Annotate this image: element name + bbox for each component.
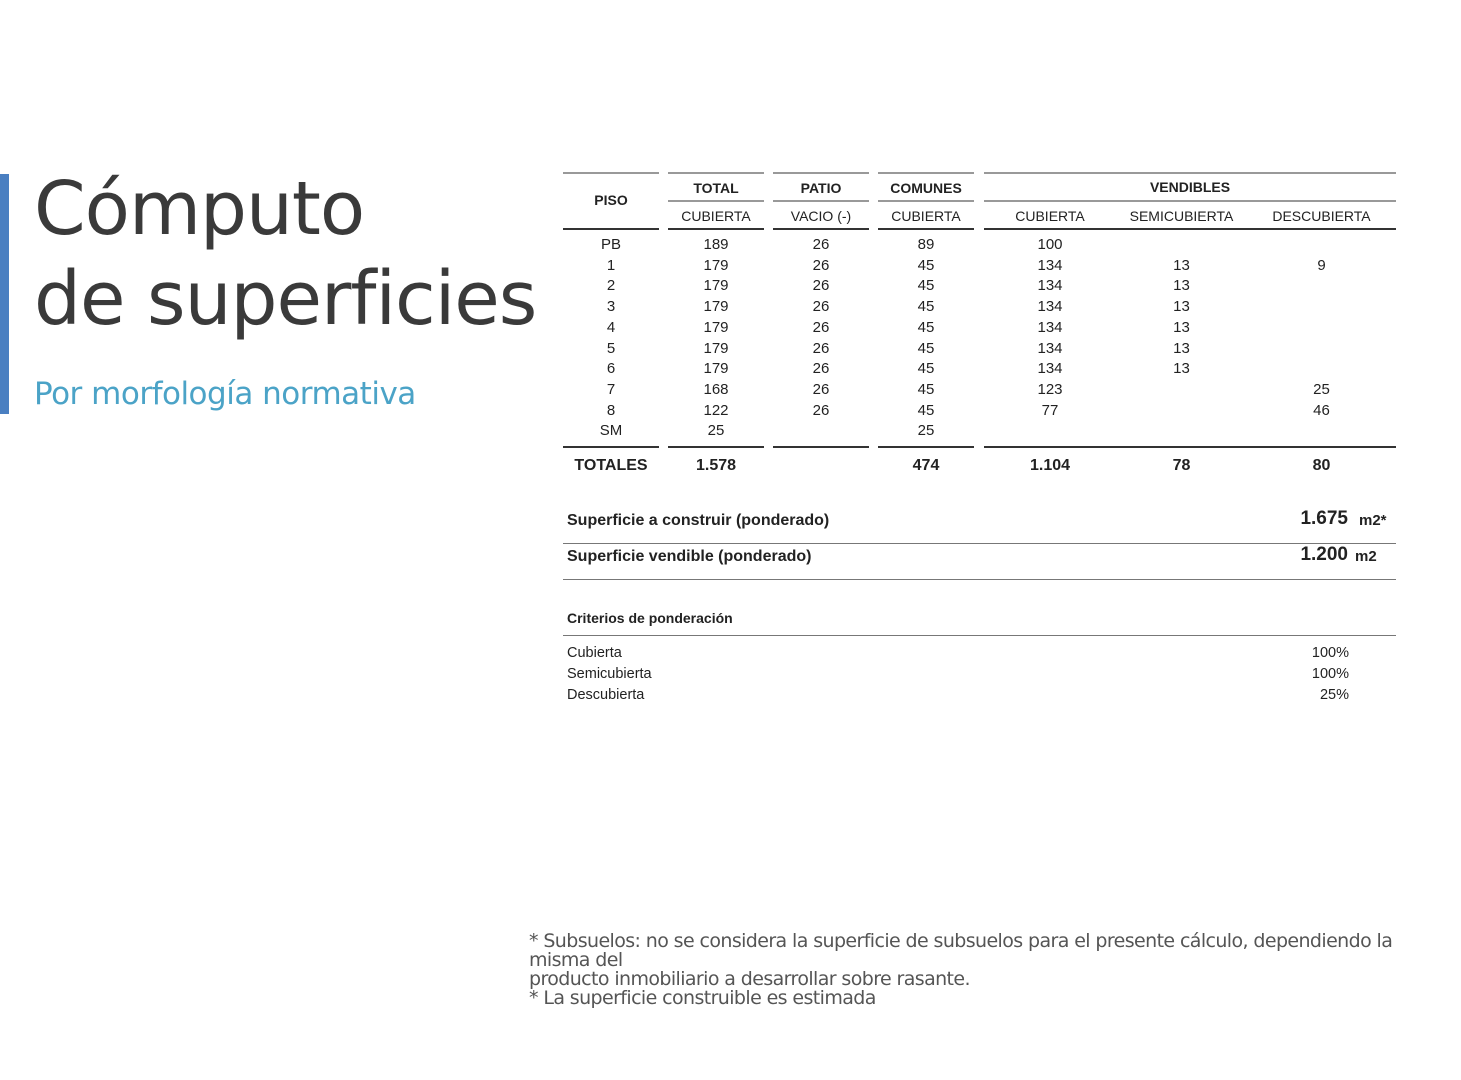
- table-cell: 13: [1173, 360, 1190, 378]
- table-cell: 4: [606, 318, 616, 336]
- header-patio: PATIO: [800, 180, 842, 196]
- table-cell: 100: [1037, 236, 1063, 253]
- header-bottom-rule: [773, 228, 869, 230]
- subheader-top-rule: [1247, 200, 1396, 202]
- table-cell: 45: [917, 339, 935, 357]
- table-cell: 122: [703, 401, 729, 419]
- totals-top-rule: [773, 446, 869, 448]
- table-top-rule: [563, 172, 659, 174]
- table-cell: 26: [812, 236, 830, 253]
- criterio-row: [567, 645, 1349, 665]
- footnote-subsuelos-line2: producto inmobiliario a desarrollar sobre rasante.: [529, 968, 970, 990]
- table-cell: 3: [606, 298, 616, 316]
- table-cell: 26: [812, 380, 830, 398]
- header-total: TOTAL: [693, 180, 739, 196]
- table-cell: 26: [812, 298, 830, 316]
- table-cell: 179: [703, 360, 729, 378]
- table-cell: 77: [1041, 401, 1059, 419]
- header-bottom-rule: [668, 228, 764, 230]
- table-cell: 45: [917, 256, 935, 274]
- summary-vendible-row: [563, 540, 1396, 576]
- table-cell: 13: [1173, 256, 1190, 274]
- table-cell: 179: [703, 256, 729, 274]
- summary-vendible-unit: m2: [1355, 548, 1377, 565]
- table-cell: 26: [812, 339, 830, 357]
- table-cell: 189: [703, 236, 729, 253]
- footnote-subsuelos-line1: * Subsuelos: no se considera la superficie de subsuelos para el presente cálculo, dependiendo la misma del: [529, 930, 1393, 971]
- table-cell: 26: [812, 360, 830, 378]
- table-cell: 134: [1037, 298, 1063, 316]
- summary-construir-unit: m2*: [1359, 512, 1387, 529]
- page-subtitle: Por morfología normativa: [34, 376, 416, 412]
- table-top-rule: [773, 172, 869, 174]
- table-cell: 134: [1037, 339, 1063, 357]
- summary-vendible-value: 1.200: [1300, 544, 1348, 565]
- accent-bar: [0, 174, 9, 414]
- summary-construir-label: Superficie a construir (ponderado): [567, 512, 830, 529]
- table-cell: 26: [812, 277, 830, 295]
- header-piso: PISO: [594, 192, 628, 208]
- subheader-top-rule: [1116, 200, 1247, 202]
- table-cell: 9: [1317, 256, 1326, 274]
- page-title-line1: Cómputo: [34, 166, 365, 252]
- table-cell: PB: [600, 236, 621, 253]
- subheader-cell: DESCUBIERTA: [1272, 208, 1371, 224]
- page-title: [34, 164, 536, 344]
- table-cell: 25: [917, 422, 935, 440]
- totals-cell: 1.104: [1029, 457, 1071, 474]
- totals-cell: 1.578: [695, 457, 737, 474]
- header-bottom-rule: [878, 228, 974, 230]
- criterio-label: Semicubierta: [567, 666, 652, 682]
- subheader-cell: CUBIERTA: [891, 208, 961, 224]
- criterio-value: 25%: [1319, 687, 1349, 703]
- table-cell: 179: [703, 277, 729, 295]
- criterios-divider: [563, 635, 1396, 636]
- surface-table: [563, 172, 1396, 482]
- criterios-title: Criterios de ponderación: [567, 610, 733, 626]
- table-cell: 25: [1313, 380, 1330, 398]
- table-top-rule: [668, 172, 764, 174]
- subheader-top-rule: [773, 200, 869, 202]
- table-cell: 46: [1313, 401, 1330, 419]
- totals-cell: 474: [912, 457, 940, 474]
- footnote-subsuelos: [529, 932, 1439, 989]
- totals-cell: 78: [1172, 457, 1191, 474]
- subheader-cell: SEMICUBIERTA: [1129, 208, 1234, 224]
- subheader-cell: CUBIERTA: [1015, 208, 1085, 224]
- subheader-top-rule: [668, 200, 764, 202]
- table-cell: 26: [812, 401, 830, 419]
- header-bottom-rule: [984, 228, 1396, 230]
- header-bottom-rule: [563, 228, 659, 230]
- totals-cell: TOTALES: [574, 457, 648, 474]
- summary-divider-2: [563, 579, 1396, 580]
- table-cell: 134: [1037, 277, 1063, 295]
- table-cell: 1: [606, 256, 616, 274]
- table-cell: 45: [917, 277, 935, 295]
- table-cell: 89: [917, 236, 935, 253]
- summary-vendible-label: Superficie vendible (ponderado): [567, 548, 812, 565]
- table-cell: 179: [703, 298, 729, 316]
- table-cell: 26: [812, 256, 830, 274]
- subheader-top-rule: [984, 200, 1116, 202]
- criterio-row: [567, 666, 1349, 686]
- page-title-line2: de superficies: [34, 256, 537, 342]
- totals-cell: 80: [1312, 457, 1331, 474]
- table-cell: 5: [606, 339, 616, 357]
- table-cell: 123: [1037, 380, 1063, 398]
- table-cell: 13: [1173, 277, 1190, 295]
- table-cell: 45: [917, 318, 935, 336]
- table-cell: 6: [606, 360, 616, 378]
- criterio-row: [567, 687, 1349, 707]
- table-cell: 13: [1173, 318, 1190, 336]
- subheader-cell: VACIO (-): [790, 208, 852, 224]
- table-top-rule: [984, 172, 1396, 174]
- table-cell: 168: [703, 380, 729, 398]
- summary-construir-value: 1.675: [1300, 508, 1348, 529]
- footnote-estimada: * La superficie construible es estimada: [529, 987, 876, 1009]
- subheader-top-rule: [878, 200, 974, 202]
- criterio-label: Cubierta: [567, 645, 622, 661]
- table-cell: 13: [1173, 298, 1190, 316]
- table-cell: 26: [812, 318, 830, 336]
- table-cell: 25: [707, 422, 725, 440]
- table-cell: 7: [606, 380, 616, 398]
- table-cell: 45: [917, 298, 935, 316]
- table-cell: 179: [703, 318, 729, 336]
- table-cell: 134: [1037, 360, 1063, 378]
- table-cell: 134: [1037, 318, 1063, 336]
- header-vendibles: VENDIBLES: [1149, 179, 1231, 195]
- table-cell: SM: [599, 422, 623, 440]
- criterio-value: 100%: [1311, 666, 1349, 682]
- table-cell: 134: [1037, 256, 1063, 274]
- totals-top-rule: [563, 446, 659, 448]
- table-cell: 45: [917, 360, 935, 378]
- totals-top-rule: [668, 446, 764, 448]
- table-cell: 8: [606, 401, 616, 419]
- table-cell: 179: [703, 339, 729, 357]
- subheader-cell: CUBIERTA: [681, 208, 751, 224]
- table-cell: 45: [917, 380, 935, 398]
- table-top-rule: [878, 172, 974, 174]
- totals-top-rule: [878, 446, 974, 448]
- summary-construir-row: [563, 504, 1396, 540]
- table-cell: 2: [606, 277, 616, 295]
- criterio-label: Descubierta: [567, 687, 645, 703]
- totals-top-rule: [984, 446, 1396, 448]
- table-cell: 45: [917, 401, 935, 419]
- table-cell: 13: [1173, 339, 1190, 357]
- header-comunes: COMUNES: [890, 180, 962, 196]
- criterio-value: 100%: [1311, 645, 1349, 661]
